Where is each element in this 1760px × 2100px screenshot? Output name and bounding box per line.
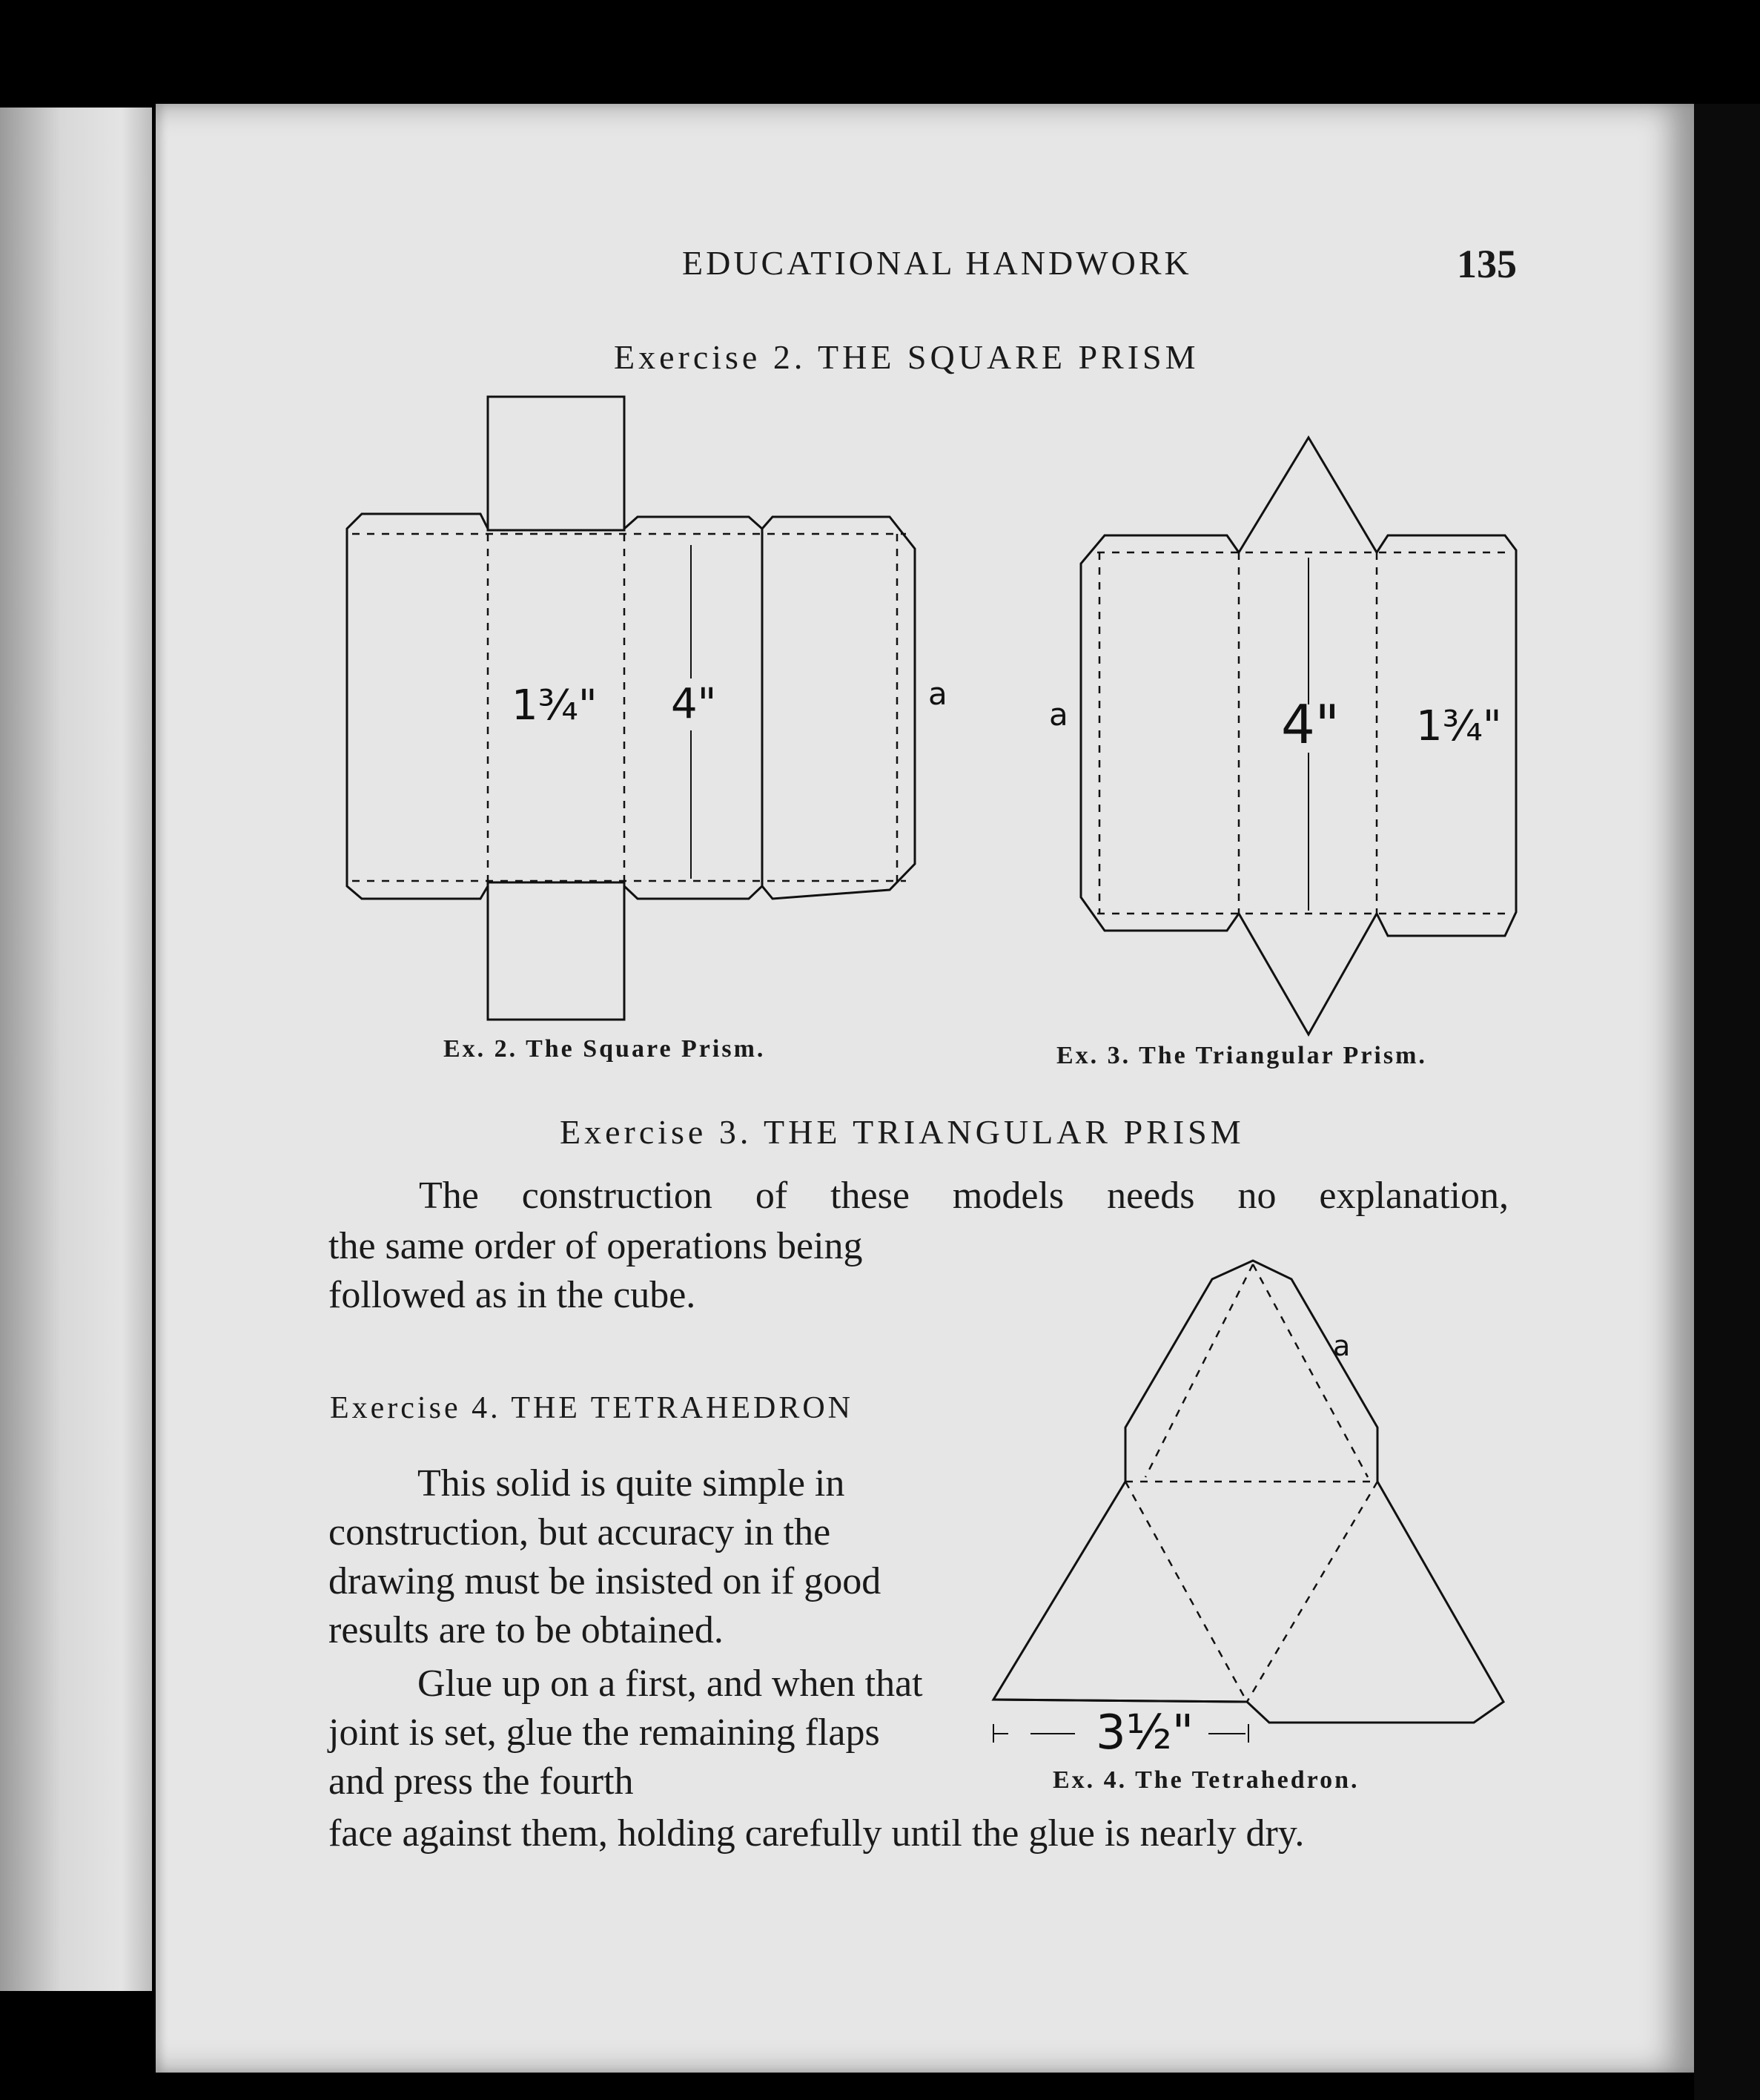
- page-number: 135: [1457, 242, 1517, 286]
- caption-ex3: Ex. 3. The Triangular Prism.: [1056, 1042, 1427, 1069]
- exercise-3-title: Exercise 3. THE TRIANGULAR PRISM: [560, 1113, 1245, 1151]
- tetrahedron-net: [993, 1261, 1503, 1723]
- running-title: EDUCATIONAL HANDWORK: [682, 244, 1192, 282]
- tetrahedron-flap-label: a: [1333, 1330, 1351, 1362]
- paragraph-4: face against them, holding carefully until the glue is nearly dry.: [328, 1812, 1305, 1855]
- paragraph-2: This solid is quite simple in construction, but accuracy in the drawing must be insisted on if good results are to be obtained.: [328, 1462, 881, 1651]
- caption-ex4: Ex. 4. The Tetrahedron.: [1053, 1766, 1360, 1794]
- triangular-flap-label: a: [1049, 696, 1068, 733]
- triangular-dim-width: 1¾": [1416, 702, 1502, 750]
- exercise-4-title: Exercise 4. THE TETRAHEDRON: [330, 1391, 854, 1425]
- square-prism-net: [347, 397, 915, 1020]
- paragraph-1-first-line: The construction of these models needs no explanation,: [419, 1175, 1509, 1217]
- square-dim-height: 4": [671, 680, 717, 728]
- exercise-2-title: Exercise 2. THE SQUARE PRISM: [614, 338, 1200, 376]
- tetrahedron-dim-side: 3½": [1096, 1706, 1194, 1760]
- caption-ex2: Ex. 2. The Square Prism.: [443, 1035, 766, 1063]
- square-flap-label: a: [928, 676, 947, 712]
- square-dim-width: 1¾": [512, 681, 598, 730]
- paragraph-3: Glue up on a first, and when that joint is set, glue the remaining flaps and press the fourth: [328, 1662, 923, 1803]
- paragraph-1-rest: the same order of operations being followed as in the cube.: [328, 1225, 863, 1316]
- triangular-dim-height: 4": [1281, 693, 1340, 756]
